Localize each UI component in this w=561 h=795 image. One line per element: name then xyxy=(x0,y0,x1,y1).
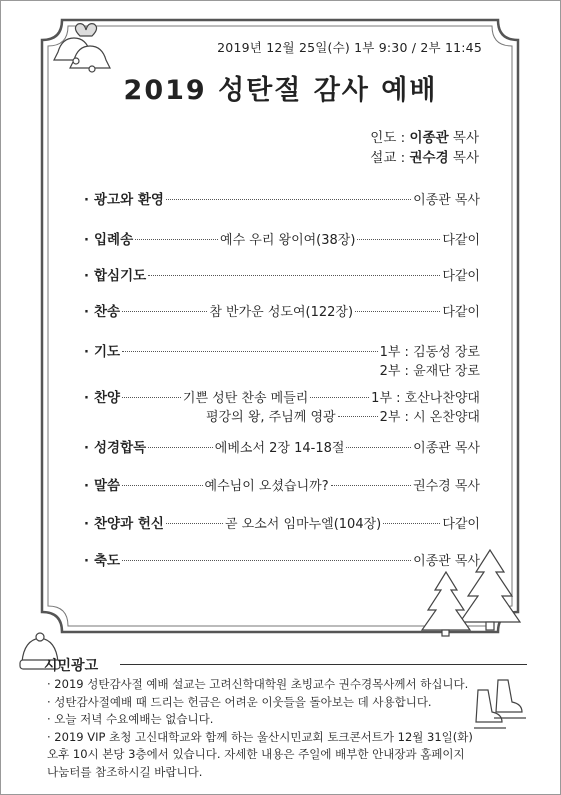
item-label: 광고와 환영 xyxy=(94,192,164,208)
item-content-second: 평강의 왕, 주님께 영광 xyxy=(206,410,336,425)
bullet: · xyxy=(84,305,89,320)
leader-dots xyxy=(338,416,378,417)
leader-label: 인도 : xyxy=(370,130,410,146)
item-leader: 다같이 xyxy=(442,517,480,532)
item-leader: 1부 : 김동성 장로 xyxy=(379,345,480,360)
order-item-sermon xyxy=(84,474,480,494)
order-item-prayer xyxy=(84,340,480,380)
notice-item: · 2019 VIP 초청 고신대학교와 함께 하는 울산시민교회 토크콘서트가 12월 31일(화) xyxy=(47,729,473,744)
page-title: 2019 성탄절 감사 예배 xyxy=(123,75,438,106)
leader-dots xyxy=(331,485,411,486)
item-label: 기도 xyxy=(94,344,121,360)
notice-list xyxy=(47,676,517,782)
leader-dots xyxy=(166,523,223,524)
leader-dots xyxy=(346,447,411,448)
item-content: 예수님이 오셨습니까? xyxy=(204,479,329,494)
leader-dots xyxy=(355,311,440,312)
item-leader: 이종관 목사 xyxy=(413,554,480,569)
leader-dots xyxy=(148,275,440,276)
leader-dots xyxy=(135,239,218,240)
notice-item: · 성탄감사절예배 때 드리는 헌금은 어려운 이웃들을 돌아보는 데 사용합니다. xyxy=(47,694,432,709)
leader-dots xyxy=(357,239,440,240)
leader-title: 목사 xyxy=(448,130,479,146)
order-item-offering xyxy=(84,512,480,532)
item-label: 합심기도 xyxy=(94,268,147,284)
service-datetime: 2019년 12월 25일(수) 1부 9:30 / 2부 11:45 xyxy=(217,40,482,55)
item-content: 에베소서 2장 14-18절 xyxy=(214,441,345,456)
order-item-unison-prayer xyxy=(84,264,480,284)
leader-line xyxy=(370,128,479,148)
item-content: 참 반가운 성도여(122장) xyxy=(209,305,354,320)
preacher-line xyxy=(370,148,479,168)
notice-divider xyxy=(120,664,527,665)
order-item-processional xyxy=(84,228,480,248)
item-leader: 이종관 목사 xyxy=(413,193,480,208)
notice-heading: 시민광고 xyxy=(44,658,99,674)
order-item-scripture-reading xyxy=(84,436,480,456)
leader-dots xyxy=(166,199,411,200)
order-item-anthem xyxy=(84,386,480,426)
notice-item: · 오늘 저녁 수요예배는 없습니다. xyxy=(47,712,214,727)
bells-icon xyxy=(54,24,110,72)
bullet: · xyxy=(84,269,89,284)
leader-dots xyxy=(383,523,440,524)
leader-dots xyxy=(122,311,207,312)
item-content: 곧 오소서 임마누엘(104장) xyxy=(224,517,382,532)
item-label: 찬송 xyxy=(94,304,121,320)
bullet: · xyxy=(84,517,89,532)
order-item-hymn xyxy=(84,300,480,320)
item-leader: 다같이 xyxy=(442,305,480,320)
notice-item: · 2019 성탄감사절 예배 설교는 고려신학대학원 초빙교수 권수경목사께서 하십니다. xyxy=(47,677,469,691)
inner-frame xyxy=(48,26,512,626)
leader-dots xyxy=(122,560,411,561)
bullet: · xyxy=(84,345,89,360)
leader-dots xyxy=(148,447,213,448)
preacher-title: 목사 xyxy=(448,150,479,166)
preacher-name: 권수경 xyxy=(409,150,449,166)
bullet: · xyxy=(84,233,89,248)
item-content: 예수 우리 왕이여(38장) xyxy=(220,233,356,248)
leader-dots xyxy=(310,397,369,398)
item-label: 말씀 xyxy=(94,478,121,494)
preacher-label: 설교 : xyxy=(370,150,410,166)
order-item-benediction xyxy=(84,549,480,569)
bullet: · xyxy=(84,554,89,569)
order-item-announcements xyxy=(84,188,480,208)
item-label: 찬양 xyxy=(94,390,121,406)
item-label: 찬양과 헌신 xyxy=(94,516,164,532)
item-leader: 권수경 목사 xyxy=(413,479,480,494)
item-label: 성경합독 xyxy=(94,440,147,456)
leader-dots xyxy=(122,485,202,486)
notice-item-continued: 나눔터를 참조하시길 바랍니다. xyxy=(47,764,203,779)
item-leader: 다같이 xyxy=(442,233,481,248)
item-leader-second: 2부 : 윤재단 장로 xyxy=(379,364,480,379)
bullet: · xyxy=(84,193,89,208)
item-label: 입례송 xyxy=(94,232,134,248)
bullet: · xyxy=(84,441,89,456)
leader-dots xyxy=(122,351,378,352)
bullet: · xyxy=(84,479,89,494)
outer-frame xyxy=(42,20,518,632)
item-leader-second: 2부 : 시 온찬양대 xyxy=(379,410,480,425)
leader-name: 이종관 xyxy=(409,130,449,146)
item-leader: 다같이 xyxy=(442,269,480,284)
item-label: 축도 xyxy=(94,553,121,569)
item-content: 기쁜 성탄 찬송 메들리 xyxy=(182,391,309,406)
item-leader: 1부 : 호산나찬양대 xyxy=(371,391,480,406)
item-leader: 이종관 목사 xyxy=(413,441,480,456)
officiants xyxy=(370,128,479,168)
bullet: · xyxy=(84,391,89,406)
notice-item-continued: 오후 10시 본당 3층에서 있습니다. 자세한 내용은 주일에 배부한 안내장과 홈페이지 xyxy=(47,747,465,762)
leader-dots xyxy=(122,397,181,398)
